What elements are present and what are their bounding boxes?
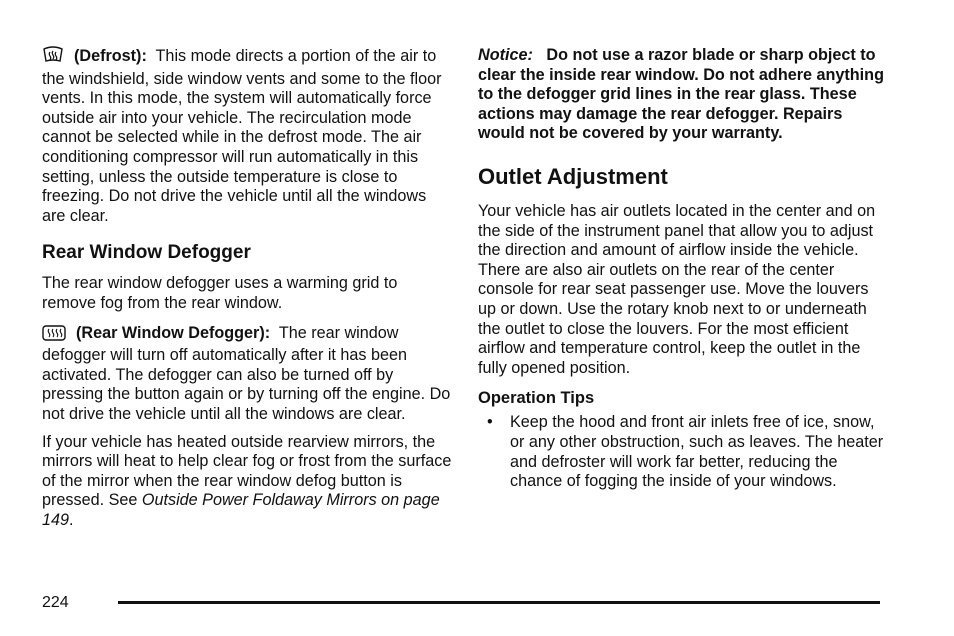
mirrors-paragraph: [42, 433, 452, 531]
page-number: 224: [42, 594, 69, 611]
defrost-label: (Defrost):: [74, 47, 147, 65]
outlet-adjustment-heading: Outlet Adjustment: [478, 163, 668, 189]
rear-defogger-text: The rear window defogger will turn off automatically after it has been activated. The defogger can also be turned off by pressing the button again or by turning off the engine. Do not drive the vehicle until all the windows are clear.: [42, 323, 451, 423]
rear-defogger-heading: Rear Window Defogger: [42, 242, 251, 264]
footer-rule: [118, 601, 880, 604]
mirrors-end: .: [69, 510, 74, 529]
rear-defogger-label: (Rear Window Defogger):: [76, 323, 271, 342]
operation-tips-list: [478, 413, 888, 491]
rear-defogger-paragraph: [42, 324, 452, 425]
defrost-icon: [42, 46, 64, 70]
mirrors-text: If your vehicle has heated outside rearview mirrors, the mirrors will heat to help clear fog or frost from the surface of the mirror when the rear window defog button is pressed. See: [42, 432, 452, 510]
defrost-paragraph: [42, 46, 452, 226]
defrost-text: This mode directs a portion of the air to the windshield, side window vents and some to the floor vents. In this mode, the system will automatically force outside air into your vehicle. The recirculation mode cannot be selected while in the defrost mode. The air conditioning compressor will run automatically in this setting, unless the outside temperature is close to freezing. Do not drive the vehicle until all the windows are clear.: [42, 47, 442, 225]
notice-paragraph: [478, 46, 888, 144]
notice-label: Notice:: [478, 46, 533, 64]
left-column: [42, 46, 452, 530]
list-item: [478, 413, 888, 491]
outlet-adjustment-text: Your vehicle has air outlets located in the center and on the side of the instrument panel that allow you to adjust the direction and amount of airflow inside the vehicle. There are also air outlets on the rear of the center console for rear seat passenger use. Move the louvers up or down. Use the rotary knob next to or underneath the outlet to close the louvers. For the most efficient airflow and temperature control, keep the outlet in the fully opened position.: [478, 201, 876, 377]
operation-tips-heading: Operation Tips: [478, 389, 595, 408]
tip-text: Keep the hood and front air inlets free of ice, snow, or any other obstruction, such as leaves. The heater and defroster will work far better, reducing the chance of fogging the inside of your windows.: [510, 413, 884, 491]
rear-defogger-intro: The rear window defogger uses a warming grid to remove fog from the rear window.: [42, 274, 398, 312]
mirrors-page-reference[interactable]: Outside Power Foldaway Mirrors on page 149: [42, 491, 440, 529]
rear-defogger-icon: [42, 325, 66, 347]
notice-text: Do not use a razor blade or sharp object to clear the inside rear window. Do not adhere anything to the defogger grid lines in the rear glass. These actions may damage the rear defogger. Repairs would not be covered by your warranty.: [478, 46, 884, 143]
right-column: [478, 46, 888, 492]
bullet: •: [487, 413, 493, 432]
